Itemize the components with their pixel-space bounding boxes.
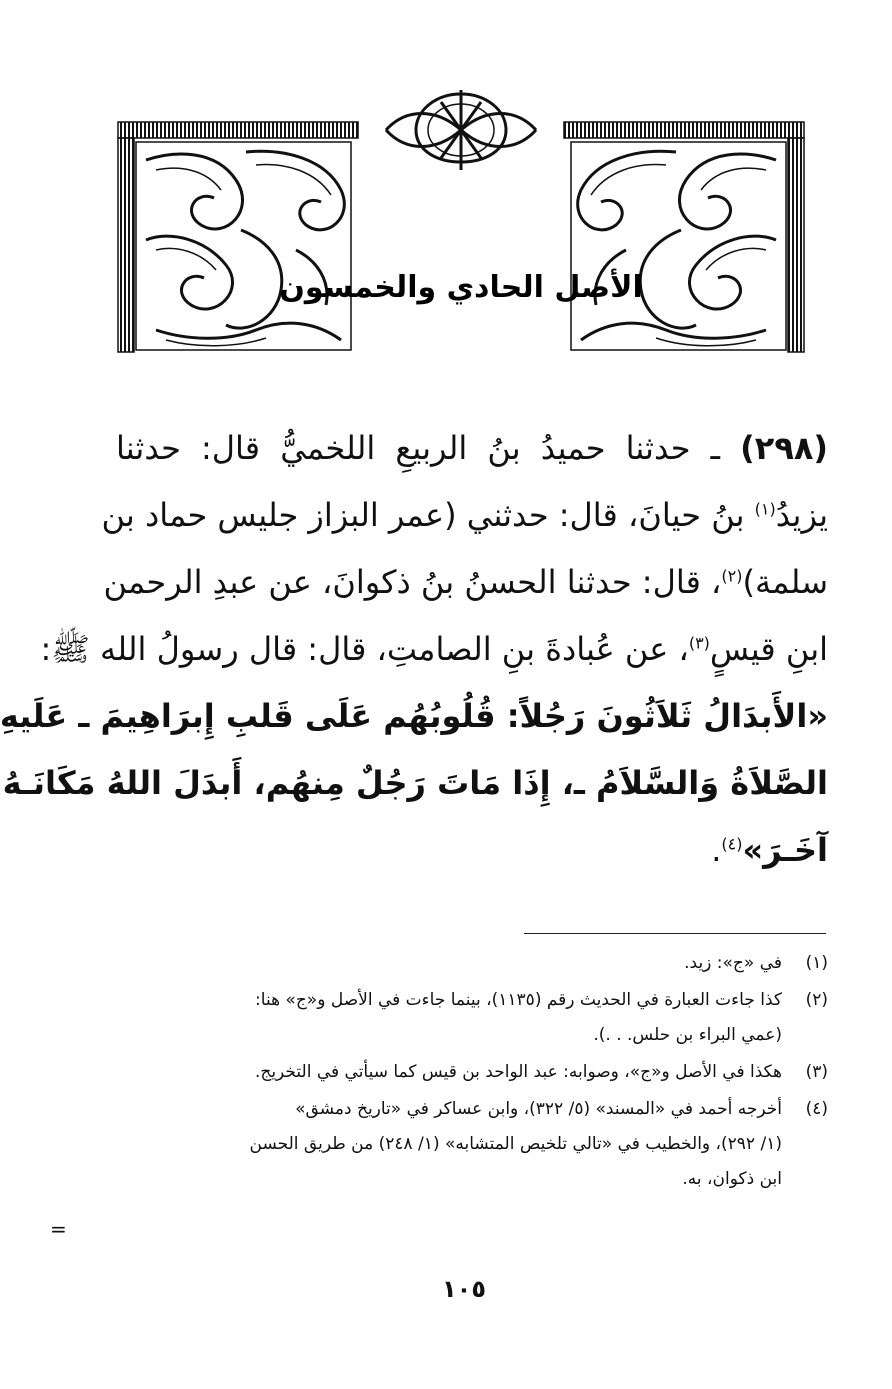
body-line bbox=[40, 616, 828, 683]
body-text-span: آخَـرَ» bbox=[742, 831, 828, 869]
footnote-text: هكذا في الأصل و«ج»، وصوابه: عبد الواحد بن قيس كما سيأتي في التخريج. bbox=[254, 1062, 782, 1082]
body-text-span: ابنِ قيسٍ bbox=[709, 630, 828, 668]
footnote-separator bbox=[524, 933, 826, 934]
hadith-number: (٢٩٨) bbox=[740, 429, 828, 467]
footnote-text: (١/ ٢٩٢)، والخطيب في «تالي تلخيص المتشابه» (١/ ٢٤٨) من طريق الحسن bbox=[249, 1134, 782, 1154]
footnote-reference[interactable]: (٣) bbox=[688, 633, 710, 653]
continuation-mark: = bbox=[50, 1217, 67, 1241]
body-text-span: «الأَبدَالُ ثَلاَثُونَ رَجُلاً: قُلُوبُهُم عَلَى قَلبِ إِبرَاهِيمَ ـ عَلَيهِ bbox=[0, 697, 828, 735]
footnote-number: (٣) bbox=[805, 1062, 828, 1082]
footnote-text: في «ج»: زيد. bbox=[684, 953, 782, 973]
footnote-text: (عمي البراء بن حلس. . .). bbox=[593, 1025, 782, 1045]
body-line bbox=[116, 415, 828, 482]
body-line bbox=[103, 549, 828, 616]
footnote-item bbox=[114, 1092, 828, 1197]
footnote-number: (٢) bbox=[805, 990, 828, 1010]
body-line bbox=[116, 817, 828, 884]
body-text-span: ، عن عُبادةَ بنِ الصامتِ، قال: قال رسولُ الله ﷺ: bbox=[40, 630, 689, 668]
body-text-span: بنُ حيانَ، قال: حدثني (عمر البزاز جليس حماد بن bbox=[101, 496, 755, 534]
footnote-item bbox=[114, 946, 828, 981]
footnote-text: أخرجه أحمد في «المسند» (٥/ ٣٢٢)، وابن عساكر في «تاريخ دمشق» bbox=[295, 1099, 782, 1119]
footnote-item bbox=[114, 983, 828, 1053]
body-line bbox=[2, 750, 828, 817]
footnote-text: كذا جاءت العبارة في الحديث رقم (١١٣٥)، بينما جاءت في الأصل و«ج» هنا: bbox=[255, 990, 782, 1010]
body-text-span: الصَّلاَةُ وَالسَّلاَمُ ـ، إِذَا مَاتَ رَجُلٌ مِنهُم، أَبدَلَ اللهُ مَكَانَـهُ bbox=[2, 764, 828, 802]
footnote-reference[interactable]: (١) bbox=[754, 499, 776, 519]
body-text-span: . bbox=[711, 831, 722, 869]
footnote-text: ابن ذكوان، به. bbox=[682, 1169, 782, 1189]
footnote-item bbox=[114, 1055, 828, 1090]
body-text-span: يزيدُ bbox=[775, 496, 828, 534]
footnote-number: (١) bbox=[805, 953, 828, 973]
chapter-title: الأصل الحادي والخمسون bbox=[279, 270, 643, 305]
body-line bbox=[101, 482, 828, 549]
body-text-span: ، قال: حدثنا الحسنُ بنُ ذكوانَ، عن عبدِ الرحمن bbox=[103, 563, 722, 601]
body-line bbox=[0, 683, 828, 750]
footnote-reference[interactable]: (٤) bbox=[721, 834, 743, 854]
body-text-span: سلمة) bbox=[742, 563, 828, 601]
page-number: ١٠٥ bbox=[442, 1275, 486, 1303]
footnote-reference[interactable]: (٢) bbox=[721, 566, 743, 586]
footnote-number: (٤) bbox=[805, 1099, 828, 1119]
footnotes bbox=[114, 946, 828, 1199]
body-text-span: ـ حدثنا حميدُ بنُ الربيعِ اللخميُّ قال: حدثنا bbox=[116, 429, 741, 467]
hadith-body bbox=[0, 415, 828, 884]
